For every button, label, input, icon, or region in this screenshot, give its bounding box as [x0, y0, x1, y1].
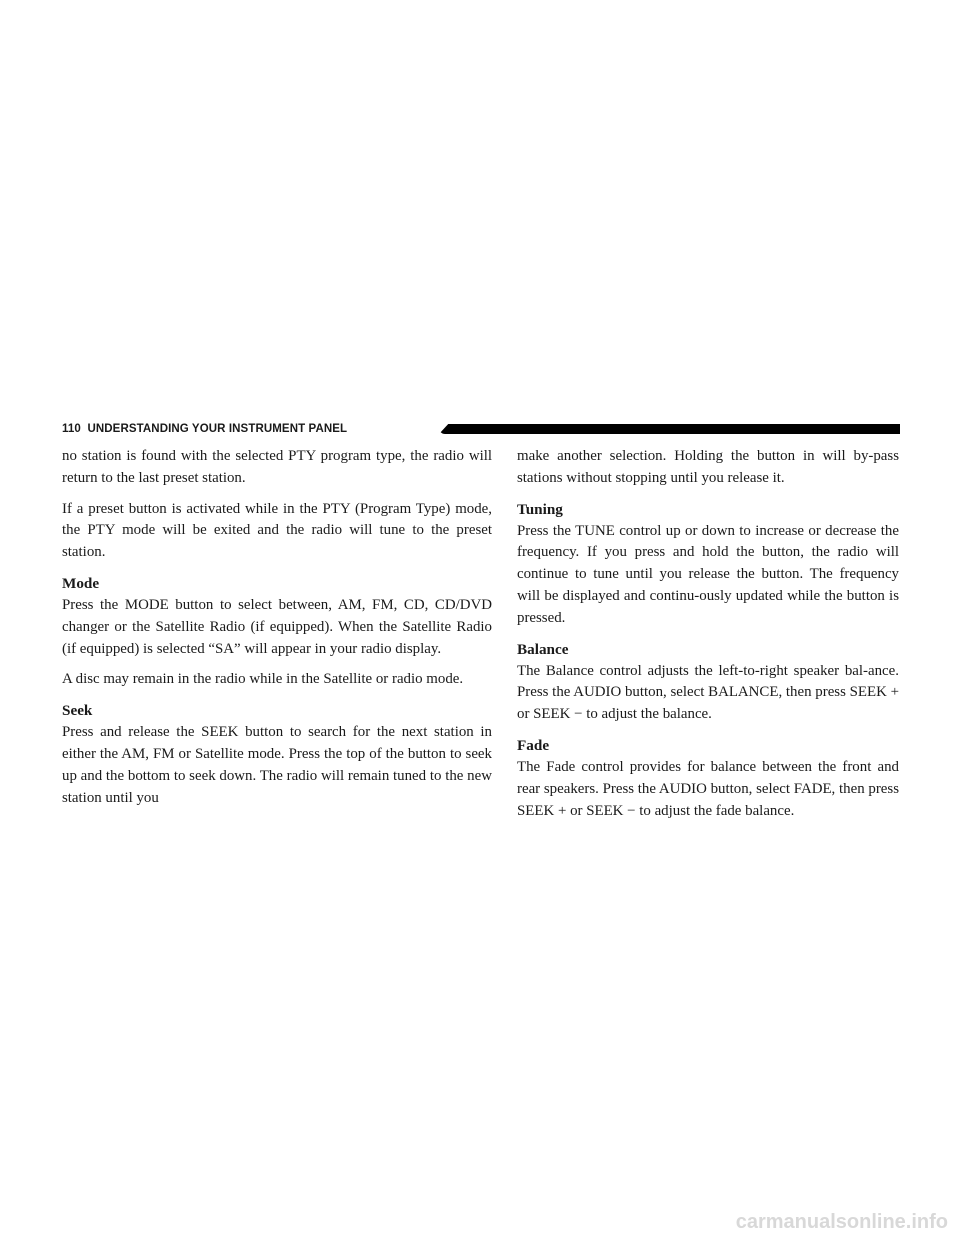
balance-heading: Balance [517, 640, 569, 658]
header-text [62, 423, 347, 435]
page-header [62, 420, 900, 440]
section-title: UNDERSTANDING YOUR INSTRUMENT PANEL [87, 423, 348, 435]
paragraph: The Balance control adjusts the left-to-right speaker bal-ance. Press the AUDIO button, select BALANCE, then press SEEK + or SEEK − to adjust the balance. [517, 662, 899, 723]
fade-heading: Fade [517, 736, 550, 754]
tuning-heading: Tuning [517, 500, 563, 518]
paragraph: Press the MODE button to select between, AM, FM, CD, CD/DVD changer or the Satellite Radio (if equipped). When the Satellite Radio (if equipped) is selected “SA” will appear in your radio display. [62, 596, 492, 657]
paragraph: make another selection. Holding the button in will by-pass stations without stopping until you release it. [517, 448, 899, 486]
paragraph: The Fade control provides for balance between the front and rear speakers. Press the AUDIO button, select FADE, then press SEEK + or SEEK − to adjust the fade balance. [517, 758, 899, 819]
page-number: 110 [62, 423, 81, 435]
watermark: carmanualsonline.info [735, 1211, 948, 1233]
left-column [62, 446, 492, 818]
seek-heading: Seek [62, 702, 93, 720]
paragraph: Press the TUNE control up or down to increase or decrease the frequency. If you press and hold the button, the radio will continue to tune until you release the button. The frequency will be displayed and continu-ously updated while the button is pressed. [517, 522, 899, 626]
paragraph: no station is found with the selected PTY program type, the radio will return to the last preset station. [62, 448, 492, 486]
paragraph: A disc may remain in the radio while in the Satellite or radio mode. [62, 671, 464, 688]
mode-heading: Mode [62, 574, 100, 592]
paragraph: If a preset button is activated while in the PTY (Program Type) mode, the PTY mode will be exited and the radio will tune to the preset station. [62, 500, 492, 561]
right-column [517, 446, 899, 831]
header-bar [439, 424, 900, 434]
paragraph: Press and release the SEEK button to search for the next station in either the AM, FM or Satellite mode. Press the top of the button to seek up and the bottom to seek down. The radio will remain tuned to the new station until you [62, 724, 492, 806]
